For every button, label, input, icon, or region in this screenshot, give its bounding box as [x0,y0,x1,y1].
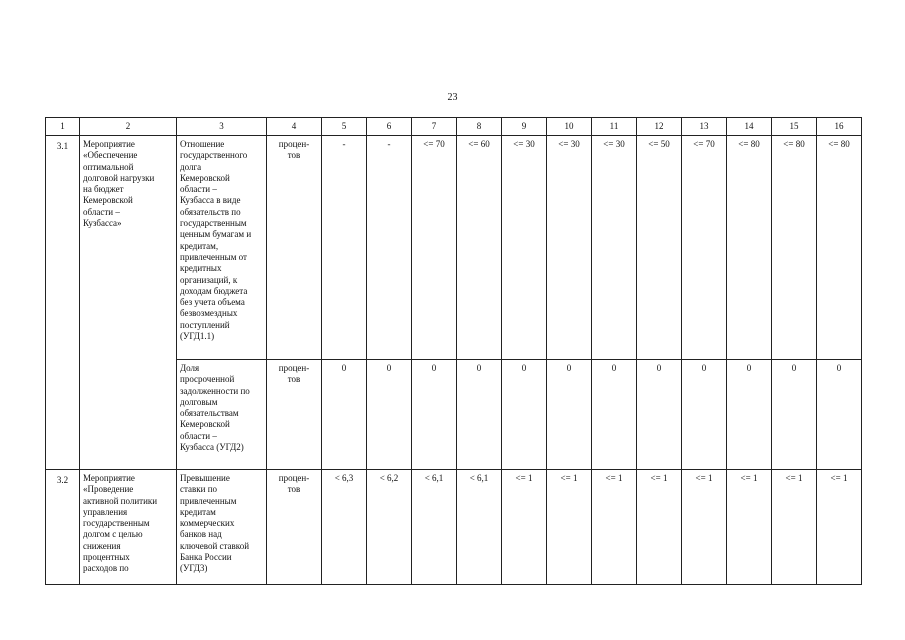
value-cell: 0 [772,360,817,470]
value-cell: <= 1 [682,470,727,585]
value-cell: <= 30 [547,136,592,360]
table-header-row [46,118,862,136]
value-cell: <= 80 [817,136,862,360]
row-number: 3.1 [46,136,80,470]
header-cell: 7 [412,118,457,136]
value-cell: <= 1 [772,470,817,585]
value-cell: 0 [502,360,547,470]
indicator-name: Доля просроченной задолженности по долговым обязательствам Кемеровской области – Кузбасса (УГД2) [177,360,267,470]
value-cell: 0 [412,360,457,470]
value-cell: < 6,1 [412,470,457,585]
unit-cell: процен- тов [267,360,322,470]
page-number: 23 [447,92,458,103]
value-cell: <= 1 [727,470,772,585]
unit-cell: процен- тов [267,136,322,360]
value-cell: 0 [457,360,502,470]
value-cell: <= 50 [637,136,682,360]
value-cell: <= 30 [502,136,547,360]
value-cell: <= 80 [772,136,817,360]
value-cell: <= 70 [682,136,727,360]
table-row [46,470,862,585]
event-name: Мероприятие «Обеспечение оптимальной долговой нагрузки на бюджет Кемеровской области – Кузбасса» [80,136,177,470]
value-cell: 0 [817,360,862,470]
value-cell: <= 80 [727,136,772,360]
value-cell: <= 70 [412,136,457,360]
value-cell: <= 1 [592,470,637,585]
value-cell: < 6,1 [457,470,502,585]
header-cell: 1 [46,118,80,136]
header-cell: 10 [547,118,592,136]
header-cell: 15 [772,118,817,136]
header-cell: 13 [682,118,727,136]
indicator-name: Превышение ставки по привлеченным кредитам коммерческих банков над ключевой ставкой Банка России (УГД3) [177,470,267,585]
value-cell: <= 1 [502,470,547,585]
value-cell: <= 30 [592,136,637,360]
value-cell: < 6,2 [367,470,412,585]
value-cell: 0 [592,360,637,470]
header-cell: 16 [817,118,862,136]
header-cell: 12 [637,118,682,136]
value-cell: - [367,136,412,360]
unit-cell: процен- тов [267,470,322,585]
indicator-name: Отношение государственного долга Кемеровской области – Кузбасса в виде обязательств по государственным ценным бумагам и кредитам, привлеченным от кредитных организаций, к доходам бюджета без учета объема безвозмездных поступлений (УГД1.1) [177,136,267,360]
table-row [46,136,862,360]
event-name: Мероприятие «Проведение активной политики управления государственным долгом с целью снижения процентных расходов по [80,470,177,585]
header-cell: 9 [502,118,547,136]
value-cell: 0 [637,360,682,470]
header-cell: 3 [177,118,267,136]
value-cell: <= 60 [457,136,502,360]
header-cell: 5 [322,118,367,136]
value-cell: 0 [727,360,772,470]
value-cell: 0 [367,360,412,470]
header-cell: 8 [457,118,502,136]
value-cell: <= 1 [817,470,862,585]
value-cell: 0 [547,360,592,470]
value-cell: 0 [322,360,367,470]
value-cell: < 6,3 [322,470,367,585]
header-cell: 6 [367,118,412,136]
value-cell: 0 [682,360,727,470]
header-cell: 4 [267,118,322,136]
header-cell: 11 [592,118,637,136]
indicators-table [45,117,862,585]
header-cell: 14 [727,118,772,136]
value-cell: <= 1 [637,470,682,585]
header-cell: 2 [80,118,177,136]
value-cell: - [322,136,367,360]
row-number: 3.2 [46,470,80,585]
value-cell: <= 1 [547,470,592,585]
